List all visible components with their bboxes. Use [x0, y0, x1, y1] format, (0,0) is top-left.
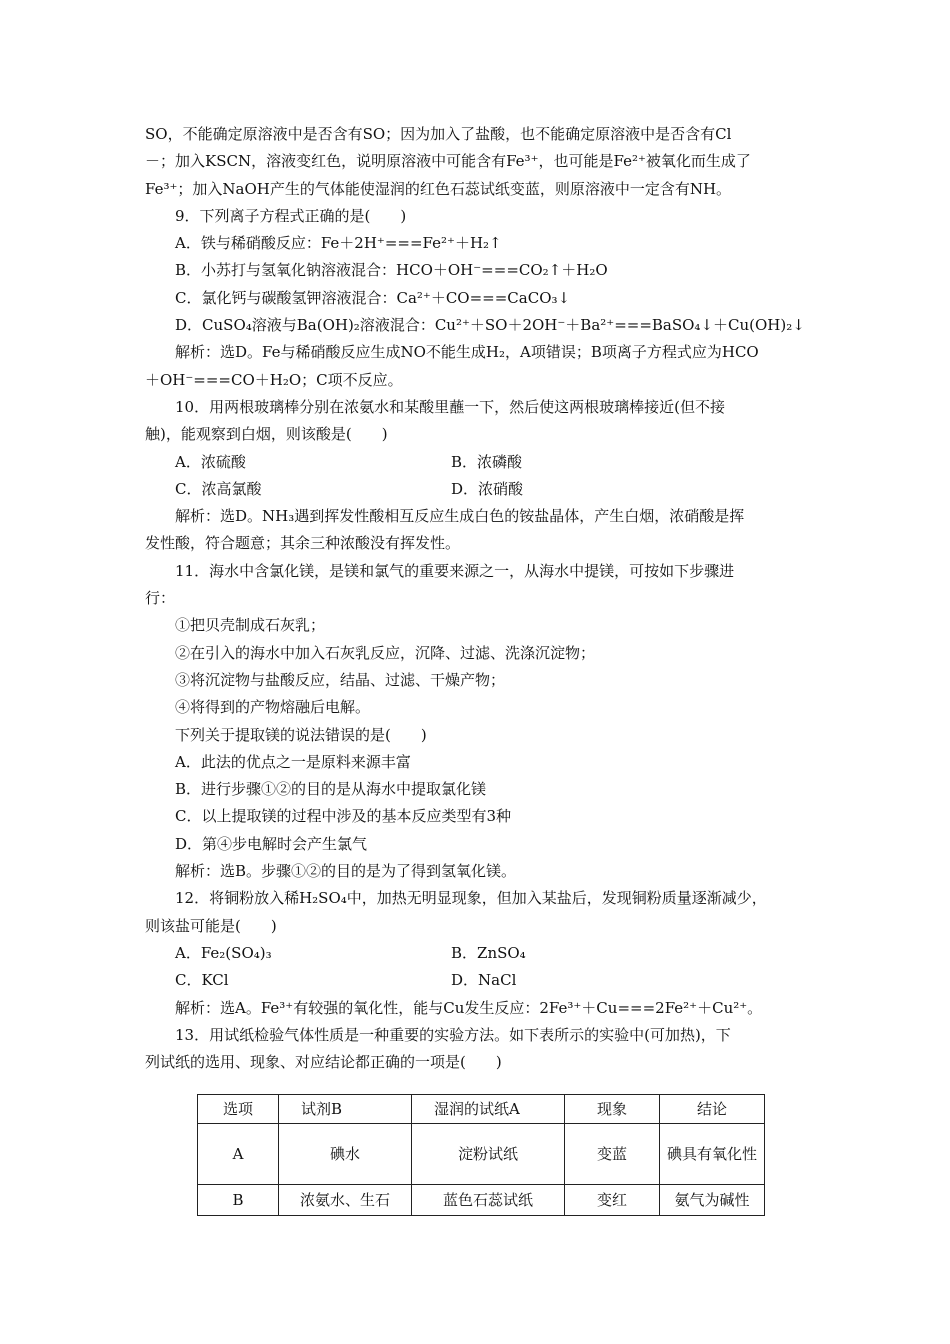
table-row [198, 1124, 765, 1185]
text-line: 行： [145, 589, 176, 608]
option-text: B．浓磷酸 [451, 452, 523, 471]
option-text: D．浓硝酸 [451, 479, 524, 498]
option-row [145, 449, 815, 476]
text-line: 解析：选A。Fe³⁺有较强的氧化性，能与Cu发生反应：2Fe³⁺＋Cu===2Fe²⁺＋Cu²⁺。 [175, 998, 763, 1017]
text-line: A．此法的优点之一是原料来源丰富 [175, 752, 411, 771]
table-header-cell: 湿润的试纸A [412, 1095, 565, 1124]
text-line: A．铁与稀硝酸反应：Fe＋2H⁺===Fe²⁺＋H₂↑ [175, 234, 502, 253]
option-text: C．KCl [175, 971, 229, 990]
text-line: ④将得到的产物熔融后电解。 [175, 698, 371, 717]
text-line: D．第④步电解时会产生氯气 [175, 834, 368, 853]
text-line: ③将沉淀物与盐酸反应，结晶、过滤、干燥产物； [175, 670, 506, 689]
table-header-row [198, 1095, 765, 1124]
text-line: 11．海水中含氯化镁，是镁和氯气的重要来源之一，从海水中提镁，可按如下步骤进 [175, 561, 735, 580]
option-text: A．Fe₂(SO₄)₃ [175, 943, 272, 962]
text-line: ①把贝壳制成石灰乳； [175, 616, 326, 635]
option-text: C．浓高氯酸 [175, 479, 262, 498]
text-line: ②在引入的海水中加入石灰乳反应，沉降、过滤、洗涤沉淀物； [175, 643, 596, 662]
text-line: B．小苏打与氢氧化钠溶液混合：HCO＋OH⁻===CO₂↑＋H₂O [175, 261, 608, 280]
text-line: SO，不能确定原溶液中是否含有SO；因为加入了盐酸，也不能确定原溶液中是否含有Cl [145, 125, 732, 143]
table-header-cell: 试剂B [279, 1095, 412, 1124]
text-line: D．CuSO₄溶液与Ba(OH)₂溶液混合：Cu²⁺＋SO＋2OH⁻＋Ba²⁺===BaSO₄↓＋Cu(OH)₂↓ [175, 316, 805, 335]
table-cell: 碘具有氧化性 [660, 1124, 765, 1185]
table-cell: B [198, 1185, 279, 1216]
text-line: 则该盐可能是( ) [145, 916, 277, 935]
text-line: 9．下列离子方程式正确的是( ) [175, 206, 407, 225]
table-cell: 浓氨水、生石 [279, 1185, 412, 1216]
table-row [198, 1185, 765, 1216]
text-line: －；加入KSCN，溶液变红色，说明原溶液中可能含有Fe³⁺，也可能是Fe²⁺被氧化而生成了 [145, 152, 751, 171]
table-cell: 碘水 [279, 1124, 412, 1185]
table-cell: 变蓝 [565, 1124, 660, 1185]
option-row [145, 967, 815, 994]
option-text: D．NaCl [451, 971, 517, 990]
text-line: ＋OH⁻===CO＋H₂O；C项不反应。 [145, 370, 403, 389]
text-line: B．进行步骤①②的目的是从海水中提取氯化镁 [175, 780, 487, 799]
option-row [145, 476, 815, 503]
document-body [145, 121, 815, 1076]
text-line: 12．将铜粉放入稀H₂SO₄中，加热无明显现象，但加入某盐后，发现铜粉质量逐渐减少， [175, 889, 767, 908]
table-cell: 淀粉试纸 [412, 1124, 565, 1185]
option-text: A．浓硫酸 [175, 452, 246, 471]
table-cell: 蓝色石蕊试纸 [412, 1185, 565, 1216]
table-cell: 氨气为碱性 [660, 1185, 765, 1216]
table-cell: 变红 [565, 1185, 660, 1216]
option-text: B．ZnSO₄ [451, 943, 526, 962]
text-line: 触)，能观察到白烟，则该酸是( ) [145, 425, 388, 444]
table-cell: A [198, 1124, 279, 1185]
text-line: 解析：选D。Fe与稀硝酸反应生成NO不能生成H₂，A项错误；B项离子方程式应为HCO [175, 343, 759, 362]
option-row [145, 940, 815, 967]
table-header-cell: 结论 [660, 1095, 765, 1124]
text-line: 发性酸，符合题意；其余三种浓酸没有挥发性。 [145, 534, 461, 553]
text-line: C．以上提取镁的过程中涉及的基本反应类型有3种 [175, 807, 512, 826]
text-line: C．氯化钙与碳酸氢钾溶液混合：Ca²⁺＋CO===CaCO₃↓ [175, 288, 571, 307]
text-line: Fe³⁺；加入NaOH产生的气体能使湿润的红色石蕊试纸变蓝，则原溶液中一定含有NH。 [145, 179, 732, 198]
text-line: 13．用试纸检验气体性质是一种重要的实验方法。如下表所示的实验中(可加热)，下 [175, 1025, 731, 1044]
experiment-table [197, 1094, 765, 1216]
text-line: 列试纸的选用、现象、对应结论都正确的一项是( ) [145, 1053, 502, 1072]
text-line: 解析：选B。步骤①②的目的是为了得到氢氧化镁。 [175, 862, 517, 881]
text-line: 解析：选D。NH₃遇到挥发性酸相互反应生成白色的铵盐晶体，产生白烟，浓硝酸是挥 [175, 507, 745, 526]
table-header-cell: 现象 [565, 1095, 660, 1124]
table-header-cell: 选项 [198, 1095, 279, 1124]
text-line: 下列关于提取镁的说法错误的是( ) [175, 725, 427, 744]
text-line: 10．用两根玻璃棒分别在浓氨水和某酸里蘸一下，然后使这两根玻璃棒接近(但不接 [175, 397, 725, 416]
